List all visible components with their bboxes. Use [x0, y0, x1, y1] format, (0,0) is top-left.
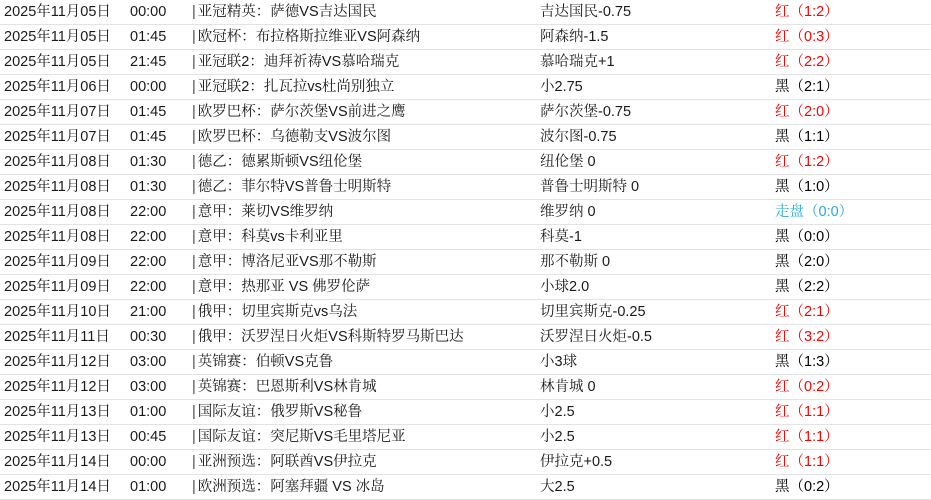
match-result: 红（0:3）: [771, 25, 931, 50]
table-row: [0, 75, 931, 100]
match-date: 2025年11月14日: [0, 450, 126, 475]
league-name: 国际友谊：: [197, 429, 271, 445]
column-separator: |: [192, 329, 196, 345]
match-league-and-teams: [186, 100, 536, 125]
league-name: 欧冠杯：: [197, 29, 256, 45]
table-row: [0, 200, 931, 225]
column-separator: |: [192, 404, 196, 420]
match-league-and-teams: [186, 325, 536, 350]
match-league-and-teams: [186, 350, 536, 375]
match-league-and-teams: [186, 50, 536, 75]
match-league-and-teams: [186, 0, 536, 25]
match-date: 2025年11月09日: [0, 250, 126, 275]
league-name: 俄甲：: [197, 329, 242, 345]
match-time: [126, 275, 186, 300]
match-time: [126, 400, 186, 425]
match-date: 2025年11月08日: [0, 225, 126, 250]
match-league-and-teams: [186, 125, 536, 150]
match-date: 2025年11月05日: [0, 25, 126, 50]
table-row: [0, 275, 931, 300]
match-time: [126, 25, 186, 50]
league-name: 德乙：: [197, 154, 242, 170]
column-separator: |: [192, 304, 196, 320]
match-result: 红（1:1）: [771, 425, 931, 450]
match-teams: 布拉格斯拉维亚VS阿森纳: [255, 29, 421, 45]
match-teams: 扎瓦拉vs杜尚别独立: [263, 79, 395, 95]
match-league-and-teams: [186, 225, 536, 250]
match-teams: 热那亚 VS 佛罗伦萨: [241, 279, 371, 295]
column-separator: |: [192, 429, 196, 445]
match-time-text: 01:45: [130, 104, 167, 120]
match-result: 黑（1:1）: [771, 125, 931, 150]
match-date: 2025年11月14日: [0, 475, 126, 500]
table-row: [0, 475, 931, 500]
column-separator: |: [192, 104, 196, 120]
match-result: 红（1:2）: [771, 150, 931, 175]
league-name: 亚冠联2：: [197, 54, 264, 70]
league-name: 欧罗巴杯：: [197, 104, 271, 120]
match-league-and-teams: [186, 300, 536, 325]
league-name: 德乙：: [197, 179, 242, 195]
league-name: 欧洲预选：: [197, 479, 271, 495]
match-time: [126, 175, 186, 200]
match-time: [126, 150, 186, 175]
match-time-text: 22:00: [130, 279, 167, 295]
match-teams: 萨德VS吉达国民: [270, 4, 377, 20]
match-time-text: 21:45: [130, 54, 167, 70]
match-handicap: 维罗纳 0: [536, 200, 771, 225]
match-result: 黑（2:0）: [771, 250, 931, 275]
match-result: 红（1:1）: [771, 450, 931, 475]
league-name: 英锦赛：: [197, 354, 256, 370]
match-handicap: 波尔图-0.75: [536, 125, 771, 150]
match-date: 2025年11月08日: [0, 150, 126, 175]
column-separator: |: [192, 79, 196, 95]
table-row: [0, 250, 931, 275]
match-handicap: 那不勒斯 0: [536, 250, 771, 275]
table-row: [0, 325, 931, 350]
table-row: [0, 100, 931, 125]
match-time: [126, 250, 186, 275]
match-date: 2025年11月12日: [0, 350, 126, 375]
match-time: [126, 225, 186, 250]
match-league-and-teams: [186, 150, 536, 175]
match-time: [126, 200, 186, 225]
match-result: 黑（1:0）: [771, 175, 931, 200]
match-time-text: 22:00: [130, 229, 167, 245]
match-teams: 乌德勒支VS波尔图: [270, 129, 392, 145]
match-time-text: 01:45: [130, 29, 167, 45]
match-result: 黑（2:2）: [771, 275, 931, 300]
table-row: [0, 425, 931, 450]
match-teams: 萨尔茨堡VS前进之鹰: [270, 104, 406, 120]
match-time-text: 21:00: [130, 304, 167, 320]
match-date: 2025年11月05日: [0, 0, 126, 25]
match-time: [126, 100, 186, 125]
match-handicap: 普鲁士明斯特 0: [536, 175, 771, 200]
column-separator: |: [192, 454, 196, 470]
match-time-text: 01:30: [130, 154, 167, 170]
match-time: [126, 0, 186, 25]
league-name: 亚冠精英：: [197, 4, 271, 20]
table-row: [0, 225, 931, 250]
column-separator: |: [192, 479, 196, 495]
match-handicap: 慕哈瑞克+1: [536, 50, 771, 75]
league-name: 国际友谊：: [197, 404, 271, 420]
match-league-and-teams: [186, 475, 536, 500]
column-separator: |: [192, 204, 196, 220]
match-handicap: 纽伦堡 0: [536, 150, 771, 175]
column-separator: |: [192, 179, 196, 195]
match-league-and-teams: [186, 400, 536, 425]
column-separator: |: [192, 54, 196, 70]
column-separator: |: [192, 29, 196, 45]
match-teams: 科莫vs卡利亚里: [241, 229, 343, 245]
match-result: 红（2:2）: [771, 50, 931, 75]
match-league-and-teams: [186, 200, 536, 225]
league-name: 意甲：: [197, 254, 242, 270]
match-handicap: 小3球: [536, 350, 771, 375]
match-time: [126, 300, 186, 325]
match-handicap: 小2.5: [536, 425, 771, 450]
match-handicap: 小2.75: [536, 75, 771, 100]
match-handicap: 伊拉克+0.5: [536, 450, 771, 475]
league-name: 意甲：: [197, 229, 242, 245]
match-teams: 沃罗涅日火炬VS科斯特罗马斯巴达: [241, 329, 464, 345]
match-result: 黑（1:3）: [771, 350, 931, 375]
column-separator: |: [192, 154, 196, 170]
match-time: [126, 75, 186, 100]
match-time-text: 00:00: [130, 454, 167, 470]
match-date: 2025年11月13日: [0, 425, 126, 450]
match-teams: 俄罗斯VS秘鲁: [270, 404, 363, 420]
match-teams: 突尼斯VS毛里塔尼亚: [270, 429, 406, 445]
table-row: [0, 125, 931, 150]
match-time-text: 01:00: [130, 404, 167, 420]
match-handicap: 林肯城 0: [536, 375, 771, 400]
match-time-text: 01:00: [130, 479, 167, 495]
table-row: [0, 400, 931, 425]
league-name: 英锦赛：: [197, 379, 256, 395]
table-row: [0, 450, 931, 475]
table-row: [0, 50, 931, 75]
match-time-text: 01:45: [130, 129, 167, 145]
table-row: [0, 175, 931, 200]
league-name: 意甲：: [197, 279, 242, 295]
match-handicap: 科莫-1: [536, 225, 771, 250]
match-result: 走盘（0:0）: [771, 200, 931, 225]
match-result: 黑（2:1）: [771, 75, 931, 100]
match-handicap: 吉达国民-0.75: [536, 0, 771, 25]
match-time-text: 00:30: [130, 329, 167, 345]
match-league-and-teams: [186, 175, 536, 200]
column-separator: |: [192, 254, 196, 270]
match-teams: 伯顿VS克鲁: [255, 354, 334, 370]
column-separator: |: [192, 354, 196, 370]
match-teams: 阿塞拜疆 VS 冰岛: [270, 479, 385, 495]
match-date: 2025年11月09日: [0, 275, 126, 300]
match-handicap: 萨尔茨堡-0.75: [536, 100, 771, 125]
league-name: 欧罗巴杯：: [197, 129, 271, 145]
table-row: [0, 0, 931, 25]
match-time-text: 01:30: [130, 179, 167, 195]
column-separator: |: [192, 129, 196, 145]
column-separator: |: [192, 279, 196, 295]
match-time: [126, 125, 186, 150]
match-date: 2025年11月07日: [0, 100, 126, 125]
column-separator: |: [192, 379, 196, 395]
match-league-and-teams: [186, 250, 536, 275]
match-handicap: 切里宾斯克-0.25: [536, 300, 771, 325]
match-time-text: 03:00: [130, 379, 167, 395]
match-teams: 菲尔特VS普鲁士明斯特: [241, 179, 392, 195]
match-result: 红（3:2）: [771, 325, 931, 350]
league-name: 意甲：: [197, 204, 242, 220]
match-handicap: 小球2.0: [536, 275, 771, 300]
league-name: 俄甲：: [197, 304, 242, 320]
table-row: [0, 150, 931, 175]
match-date: 2025年11月08日: [0, 200, 126, 225]
league-name: 亚洲预选：: [197, 454, 271, 470]
match-result: 红（1:1）: [771, 400, 931, 425]
table-row: [0, 350, 931, 375]
match-time: [126, 375, 186, 400]
match-result: 红（0:2）: [771, 375, 931, 400]
match-handicap: 小2.5: [536, 400, 771, 425]
match-result: 红（2:1）: [771, 300, 931, 325]
match-teams: 德累斯顿VS纽伦堡: [241, 154, 363, 170]
match-time: [126, 350, 186, 375]
match-date: 2025年11月12日: [0, 375, 126, 400]
match-time: [126, 50, 186, 75]
column-separator: |: [192, 229, 196, 245]
match-league-and-teams: [186, 425, 536, 450]
match-teams: 迪拜祈祷VS慕哈瑞克: [263, 54, 400, 70]
match-teams: 博洛尼亚VS那不勒斯: [241, 254, 377, 270]
table-row: [0, 300, 931, 325]
match-handicap: 沃罗涅日火炬-0.5: [536, 325, 771, 350]
match-teams: 巴恩斯利VS林肯城: [255, 379, 377, 395]
match-league-and-teams: [186, 75, 536, 100]
match-date: 2025年11月13日: [0, 400, 126, 425]
match-league-and-teams: [186, 450, 536, 475]
table-row: [0, 375, 931, 400]
match-time-text: 03:00: [130, 354, 167, 370]
match-date: 2025年11月06日: [0, 75, 126, 100]
match-result: 红（2:0）: [771, 100, 931, 125]
match-teams: 阿联酋VS伊拉克: [270, 454, 377, 470]
match-teams: 切里宾斯克vs乌法: [241, 304, 358, 320]
match-date: 2025年11月11日: [0, 325, 126, 350]
match-date: 2025年11月07日: [0, 125, 126, 150]
match-date: 2025年11月08日: [0, 175, 126, 200]
match-handicap: 大2.5: [536, 475, 771, 500]
match-time-text: 00:00: [130, 79, 167, 95]
league-name: 亚冠联2：: [197, 79, 264, 95]
match-time-text: 00:00: [130, 4, 167, 20]
match-date: 2025年11月05日: [0, 50, 126, 75]
match-time-text: 22:00: [130, 204, 167, 220]
match-handicap: 阿森纳-1.5: [536, 25, 771, 50]
table-row: [0, 25, 931, 50]
match-result: 红（1:2）: [771, 0, 931, 25]
match-time: [126, 425, 186, 450]
column-separator: |: [192, 4, 196, 20]
match-time: [126, 475, 186, 500]
match-time-text: 00:45: [130, 429, 167, 445]
match-result: 黑（0:0）: [771, 225, 931, 250]
match-date: 2025年11月10日: [0, 300, 126, 325]
match-time: [126, 450, 186, 475]
match-time-text: 22:00: [130, 254, 167, 270]
match-time: [126, 325, 186, 350]
match-league-and-teams: [186, 375, 536, 400]
match-teams: 莱切VS维罗纳: [241, 204, 334, 220]
match-league-and-teams: [186, 25, 536, 50]
match-result: 黑（0:2）: [771, 475, 931, 500]
match-league-and-teams: [186, 275, 536, 300]
